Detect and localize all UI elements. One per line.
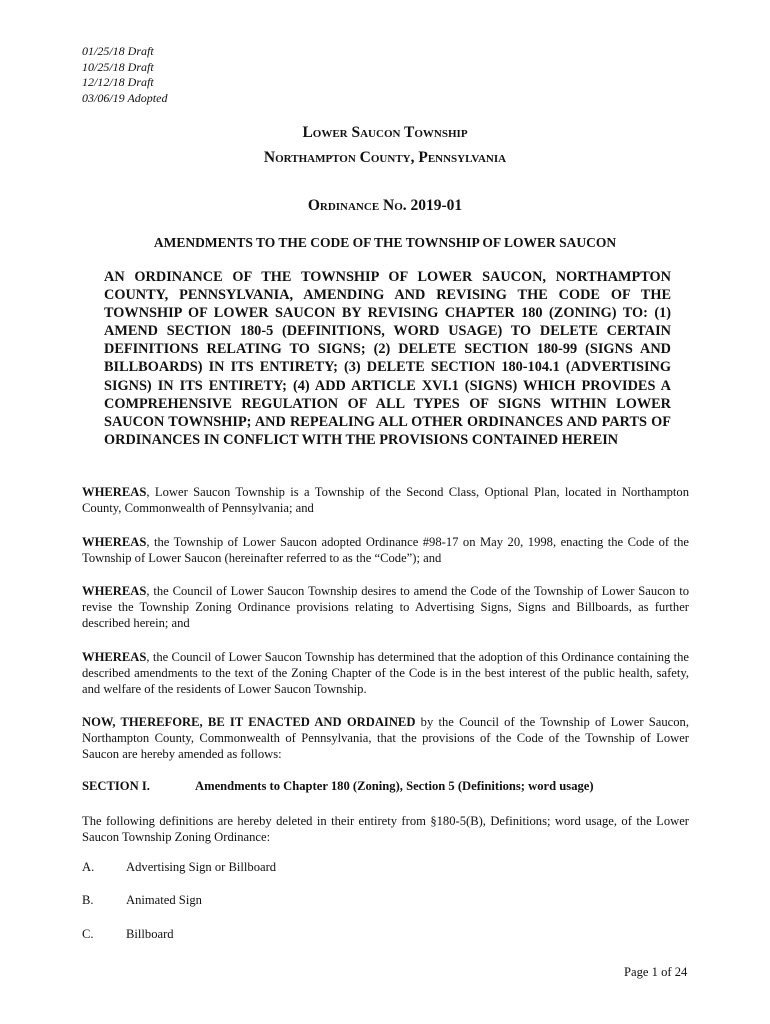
section-heading <box>82 779 594 794</box>
ordinance-number: Ordinance No. 2019-01 <box>307 197 463 214</box>
draft-date: 10/25/18 Draft <box>82 59 154 74</box>
township-title: Lower Saucon Township <box>302 124 468 141</box>
list-item <box>82 860 276 875</box>
adopted-date: 03/06/19 Adopted <box>82 90 168 105</box>
whereas-lead: WHEREAS <box>82 535 147 549</box>
whereas-lead: WHEREAS <box>82 584 147 598</box>
draft-date: 01/25/18 Draft <box>82 44 154 58</box>
section-title: Amendments to Chapter 180 (Zoning), Section 5 (Definitions; word usage) <box>195 779 594 793</box>
list-letter: B. <box>82 893 94 907</box>
ordinance-summary: AN ORDINANCE OF THE TOWNSHIP OF LOWER SAUCON, NORTHAMPTON COUNTY, PENNSYLVANIA, AMENDING AND REVISING THE CODE OF THE TOWNSHIP OF LOWER SAUCON BY REVISING CHAPTER 180 (ZONING) TO: (1) AMEND SECTION 180-5 (DEFINITIONS, WORD USAGE) TO DELETE CERTAIN DEFINITIONS RELATING TO SIGNS; (2) DELETE SECTION 180-99 (SIGNS AND BILLBOARDS) IN ITS ENTIRETY; (3) DELETE SECTION 180-104.1 (ADVERTISING SIGNS) IN ITS ENTIRETY; (4) ADD ARTICLE XVI.1 (SIGNS) WHICH PROVIDES A COMPREHENSIVE REGULATION OF ALL TYPES OF SIGNS WITHIN LOWER SAUCON TOWNSHIP; AND REPEALING ALL OTHER ORDINANCES AND PARTS OF ORDINANCES IN CONFLICT WITH THE PROVISIONS CONTAINED HEREIN <box>104 269 671 448</box>
whereas-paragraph <box>82 583 689 632</box>
county-title: Northampton County, Pennsylvania <box>263 149 507 166</box>
whereas-lead: WHEREAS <box>82 485 147 499</box>
whereas-text: , the Township of Lower Saucon adopted Ordinance #98-17 on May 20, 1998, enacting the Code of the Township of Lower Saucon (hereinafter referred to as the “Code”); and <box>82 535 689 566</box>
enactment-text: by the Council of the Township of Lower Saucon, Northampton County, Commonwealth of Pennsylvania, that the provisions of the Code of the Township of Lower Saucon are hereby amended as follows: <box>82 715 689 762</box>
whereas-paragraph <box>82 484 689 516</box>
list-term: Advertising Sign or Billboard <box>126 860 277 874</box>
list-item <box>82 893 202 908</box>
enactment-lead: NOW, THEREFORE, BE IT ENACTED AND ORDAINED <box>82 715 416 729</box>
whereas-lead: WHEREAS <box>82 650 147 664</box>
page-number: Page 1 of 24 <box>624 965 688 979</box>
definitions-intro: The following definitions are hereby deleted in their entirety from §180-5(B), Definitions; word usage, of the Lower Saucon Township Zoning Ordinance: <box>82 814 689 845</box>
section-label: SECTION I. <box>82 779 150 793</box>
draft-history <box>82 44 167 106</box>
whereas-paragraph <box>82 534 689 566</box>
list-letter: C. <box>82 927 94 941</box>
draft-date: 12/12/18 Draft <box>82 75 154 89</box>
whereas-text: , the Council of Lower Saucon Township has determined that the adoption of this Ordinance containing the described amendments to the text of the Zoning Chapter of the Code is in the best interest of the public health, safety, and welfare of the residents of Lower Saucon Township. <box>82 650 689 697</box>
whereas-text: , the Council of Lower Saucon Township desires to amend the Code of the Township of Lower Saucon to revise the Township Zoning Ordinance provisions relating to Advertising Signs, Signs and Billboards, as further described herein; and <box>82 584 689 631</box>
enactment-paragraph <box>82 714 689 763</box>
list-item <box>82 927 174 942</box>
amendments-title: AMENDMENTS TO THE CODE OF THE TOWNSHIP OF LOWER SAUCON <box>153 235 617 250</box>
list-term: Billboard <box>126 927 174 941</box>
whereas-text: , Lower Saucon Township is a Township of the Second Class, Optional Plan, located in Northampton County, Commonwealth of Pennsylvania; and <box>82 485 689 516</box>
list-term: Animated Sign <box>126 893 202 907</box>
list-letter: A. <box>82 860 95 874</box>
whereas-paragraph <box>82 649 689 698</box>
